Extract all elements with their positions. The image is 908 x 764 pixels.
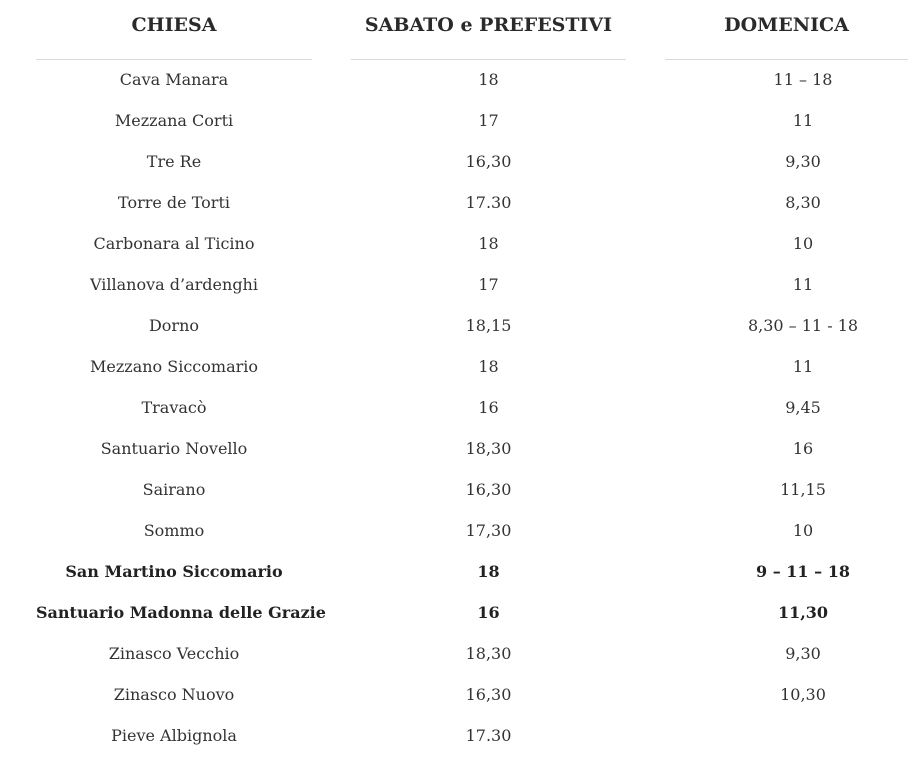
sunday-time-cell: 11 – 18 bbox=[773, 70, 833, 89]
saturday-time-cell: 17 bbox=[478, 275, 499, 294]
table-row bbox=[0, 224, 908, 265]
church-name-cell: Mezzana Corti bbox=[114, 111, 234, 130]
saturday-time-cell: 18,30 bbox=[465, 644, 512, 663]
table-header bbox=[0, 0, 908, 60]
table-body bbox=[0, 60, 908, 757]
saturday-time-cell: 18 bbox=[478, 234, 499, 253]
sunday-time-cell: 10 bbox=[792, 234, 814, 253]
saturday-time-cell: 17,30 bbox=[465, 521, 512, 540]
church-name-cell: Santuario Novello bbox=[100, 439, 248, 458]
table-row bbox=[0, 142, 908, 183]
church-name-cell: Tre Re bbox=[146, 152, 202, 171]
table-row bbox=[0, 511, 908, 552]
sunday-time-cell: 11 bbox=[792, 275, 814, 294]
sunday-time-cell: 11 bbox=[792, 111, 814, 130]
table-row bbox=[0, 101, 908, 142]
sunday-time-cell: 11 bbox=[792, 357, 814, 376]
sunday-time-cell: 11,15 bbox=[780, 480, 826, 499]
saturday-time-cell: 16,30 bbox=[465, 152, 512, 171]
saturday-time-cell: 16,30 bbox=[465, 685, 512, 704]
header-sabato-prefestivi: SABATO e PREFESTIVI bbox=[364, 14, 613, 36]
church-name-cell: Carbonara al Ticino bbox=[93, 234, 255, 253]
saturday-time-cell: 17.30 bbox=[465, 193, 512, 212]
sunday-time-cell: 11,30 bbox=[777, 603, 829, 622]
church-name-cell: Zinasco Vecchio bbox=[108, 644, 240, 663]
church-name-cell: Travacò bbox=[141, 398, 207, 417]
sunday-time-cell: 16 bbox=[792, 439, 814, 458]
header-domenica: DOMENICA bbox=[724, 14, 849, 36]
table-row bbox=[0, 388, 908, 429]
table-row bbox=[0, 265, 908, 306]
saturday-time-cell: 16 bbox=[478, 398, 499, 417]
church-name-cell: Dorno bbox=[148, 316, 200, 335]
saturday-time-cell: 17.30 bbox=[465, 726, 512, 745]
saturday-time-cell: 18 bbox=[478, 357, 499, 376]
church-name-cell: Mezzano Siccomario bbox=[89, 357, 258, 376]
sunday-time-cell: 9,30 bbox=[785, 152, 821, 171]
table-row bbox=[0, 306, 908, 347]
table-row bbox=[0, 347, 908, 388]
sunday-time-cell: 10 bbox=[792, 521, 814, 540]
table-row bbox=[0, 183, 908, 224]
church-name-cell: San Martino Siccomario bbox=[65, 562, 283, 581]
church-name-cell: Pieve Albignola bbox=[111, 726, 237, 745]
sunday-time-cell: 9,45 bbox=[785, 398, 821, 417]
saturday-time-cell: 18,30 bbox=[465, 439, 512, 458]
church-name-cell: Zinasco Nuovo bbox=[113, 685, 235, 704]
sunday-time-cell: 9 – 11 – 18 bbox=[756, 562, 850, 581]
sunday-time-cell: 8,30 – 11 - 18 bbox=[747, 316, 859, 335]
sunday-time-cell: 10,30 bbox=[780, 685, 826, 704]
saturday-time-cell: 18,15 bbox=[465, 316, 512, 335]
table-row bbox=[0, 60, 908, 101]
saturday-time-cell: 16 bbox=[477, 603, 500, 622]
table-row bbox=[0, 716, 908, 757]
table-row bbox=[0, 675, 908, 716]
saturday-time-cell: 18 bbox=[477, 562, 500, 581]
church-name-cell: Sommo bbox=[143, 521, 205, 540]
table-row bbox=[0, 634, 908, 675]
table-row bbox=[0, 552, 908, 593]
sunday-time-cell: 9,30 bbox=[785, 644, 821, 663]
saturday-time-cell: 17 bbox=[478, 111, 499, 130]
church-name-cell: Santuario Madonna delle Grazie bbox=[36, 603, 326, 622]
table-row bbox=[0, 593, 908, 634]
church-name-cell: Cava Manara bbox=[119, 70, 229, 89]
church-name-cell: Villanova d’ardenghi bbox=[90, 275, 258, 294]
header-chiesa: CHIESA bbox=[131, 14, 217, 36]
table-row bbox=[0, 429, 908, 470]
church-name-cell: Sairano bbox=[142, 480, 206, 499]
church-name-cell: Torre de Torti bbox=[118, 193, 230, 212]
table-row bbox=[0, 470, 908, 511]
saturday-time-cell: 18 bbox=[478, 70, 499, 89]
sunday-time-cell: 8,30 bbox=[785, 193, 821, 212]
saturday-time-cell: 16,30 bbox=[465, 480, 512, 499]
